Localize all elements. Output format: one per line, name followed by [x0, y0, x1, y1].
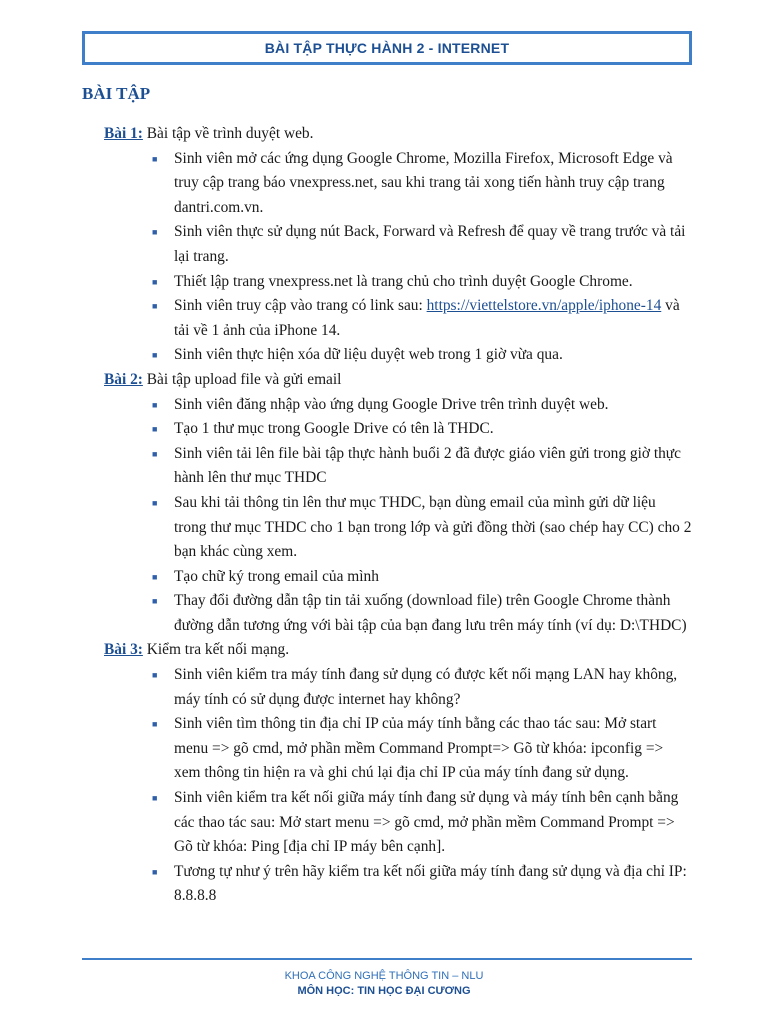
exercise-2-label: Bài 2:	[104, 370, 143, 388]
document-title-box	[82, 31, 692, 65]
exercise-2-heading	[104, 368, 692, 393]
exercise-3-title: Kiểm tra kết nối mạng.	[142, 641, 290, 659]
exercise-2-list	[104, 393, 692, 639]
list-item	[104, 294, 692, 343]
square-bullet-icon: ■	[152, 350, 158, 361]
exercise-1-label: Bài 1:	[104, 125, 143, 142]
square-bullet-icon: ■	[152, 596, 158, 607]
list-item-text: Sinh viên kiểm tra máy tính đang sử dụng có được kết nối mạng LAN hay không, máy tính có sử dụng được internet hay không?	[174, 666, 678, 708]
square-bullet-icon: ■	[152, 670, 158, 681]
exercise-1-list	[104, 147, 692, 368]
list-item	[104, 343, 692, 368]
list-item	[104, 860, 692, 909]
exercise-3-list	[104, 663, 692, 909]
list-item	[104, 147, 692, 221]
square-bullet-icon: ■	[152, 153, 158, 164]
list-item-text: Thiết lập trang vnexpress.net là trang chủ cho trình duyệt Google Chrome.	[174, 272, 633, 290]
square-bullet-icon: ■	[152, 301, 158, 312]
section-heading: BÀI TẬP	[82, 84, 151, 103]
list-item-text: Sinh viên mở các ứng dụng Google Chrome, Mozilla Firefox, Microsoft Edge và truy cập trang báo vnexpress.net, sau khi trang tải xong tiến hành truy cập trang dantri.com.vn.	[174, 149, 673, 216]
list-item-text: Sinh viên tìm thông tin địa chỉ IP của máy tính bằng các thao tác sau: Mở start menu => gõ cmd, mở phần mềm Command Prompt=> Gõ từ khóa: ipconfig => xem thông tin hiện ra và ghi chú lại địa chỉ IP của máy tính đang sử dụng.	[174, 715, 664, 782]
square-bullet-icon: ■	[152, 793, 158, 804]
list-item-text: Sinh viên thực sử dụng nút Back, Forward và Refresh để quay về trang trước và tải lại trang.	[174, 223, 686, 265]
square-bullet-icon: ■	[152, 399, 158, 410]
list-item-text: Sinh viên đăng nhập vào ứng dụng Google Drive trên trình duyệt web.	[174, 395, 609, 413]
square-bullet-icon: ■	[152, 227, 158, 238]
exercise-1-heading	[104, 122, 692, 147]
list-item-text: Sinh viên thực hiện xóa dữ liệu duyệt web trong 1 giờ vừa qua.	[174, 346, 563, 364]
list-item-text: Tạo chữ ký trong email của mình	[174, 567, 379, 585]
list-item	[104, 589, 692, 638]
list-item	[104, 442, 692, 491]
list-item-text: Thay đổi đường dẫn tập tin tải xuống (download file) trên Google Chrome thành đường dẫn tương ứng với bài tập của bạn đang lưu trên máy tính (ví dụ: D:\THDC)	[174, 592, 687, 634]
footer-faculty: KHOA CÔNG NGHỆ THÔNG TIN – NLU	[284, 970, 484, 982]
list-item-suffix: và tải về 1 ảnh của iPhone 14.	[174, 297, 680, 339]
list-item	[104, 712, 692, 786]
square-bullet-icon: ■	[152, 424, 158, 435]
list-item	[104, 491, 692, 565]
list-item-text: Tương tự như ý trên hãy kiểm tra kết nối giữa máy tính đang sử dụng và địa chỉ IP: 8.8.8.8	[174, 862, 687, 905]
exercise-3-label: Bài 3:	[104, 641, 143, 659]
list-item	[104, 270, 692, 295]
list-item-text: Sau khi tải thông tin lên thư mục THDC, bạn dùng email của mình gửi dữ liệu trong thư mục THDC cho 1 bạn trong lớp và gửi đồng thời (sao chép hay CC) cho 2 bạn khác cùng xem.	[174, 493, 692, 561]
square-bullet-icon: ■	[152, 719, 158, 730]
list-item	[104, 663, 692, 712]
list-item	[104, 393, 692, 418]
exercise-3-heading	[104, 638, 692, 663]
list-item-prefix: Sinh viên truy cập vào trang có link sau:	[174, 297, 427, 315]
exercise-2-title: Bài tập upload file và gửi email	[142, 370, 342, 388]
document-title: BÀI TẬP THỰC HÀNH 2 - INTERNET	[264, 40, 510, 56]
list-item-text	[174, 294, 692, 343]
list-item	[104, 786, 692, 860]
exercise-1-title: Bài tập về trình duyệt web.	[142, 125, 314, 142]
square-bullet-icon: ■	[152, 448, 158, 459]
square-bullet-icon: ■	[152, 866, 158, 877]
square-bullet-icon: ■	[152, 571, 158, 582]
list-item-text: Tạo 1 thư mục trong Google Drive có tên là THDC.	[174, 420, 494, 438]
exercise-content	[104, 122, 692, 909]
list-item	[104, 220, 692, 269]
list-item-text: Sinh viên tải lên file bài tập thực hành buổi 2 đã được giáo viên gửi trong giờ thực hành lên thư mục THDC	[174, 444, 681, 487]
footer-divider	[82, 958, 692, 960]
square-bullet-icon: ■	[152, 276, 158, 287]
list-item	[104, 417, 692, 442]
list-item-text: Sinh viên kiểm tra kết nối giữa máy tính đang sử dụng và máy tính bên cạnh bằng các thao tác sau: Mở start menu => gõ cmd, mở phần mềm Command Prompt => Gõ từ khóa: Ping [địa chỉ IP máy bên cạnh].	[174, 789, 679, 856]
iphone-link[interactable]: https://viettelstore.vn/apple/iphone-14	[426, 297, 662, 315]
footer-course: MÔN HỌC: TIN HỌC ĐẠI CƯƠNG	[297, 985, 471, 997]
list-item	[104, 565, 692, 590]
square-bullet-icon: ■	[152, 497, 158, 508]
